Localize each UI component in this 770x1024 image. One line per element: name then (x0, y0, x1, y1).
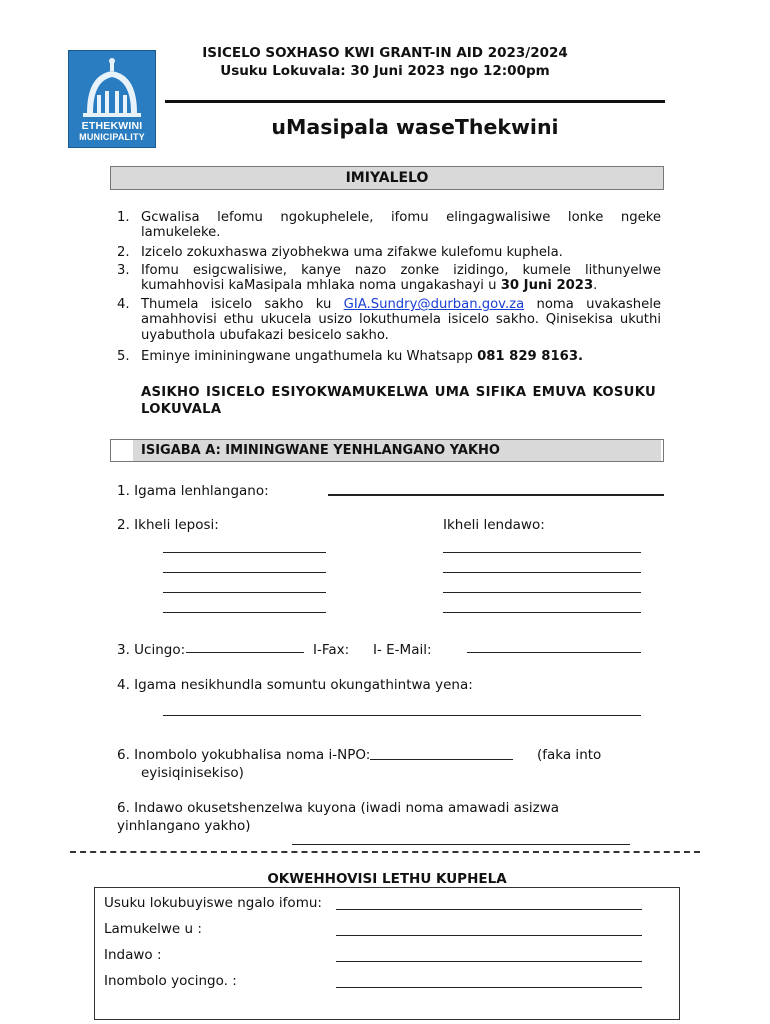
npo-number-field[interactable] (370, 759, 513, 760)
npo-note-continued: eyisiqinisekiso) (141, 765, 244, 781)
postal-address-label: 2. Ikheli leposi: (117, 517, 219, 533)
instruction-text: Ifomu esigcwalisiwe, kanye nazo zonke izidingo, kumele lithunyelwe kumahhovisi kaMasipala mhlaka noma ungakashayi u 30 Juni 2023. (141, 263, 661, 294)
ethekwini-logo (68, 50, 156, 148)
contact-person-field[interactable] (163, 715, 641, 716)
section-a-heading-box (110, 439, 664, 462)
header-rule (165, 100, 665, 103)
section-a-heading: ISIGABA A: IMININGWANE YENHLANGANO YAKHO (133, 440, 661, 461)
whatsapp-number: 081 829 8163. (477, 349, 584, 364)
instructions-heading: IMIYALELO (110, 166, 664, 190)
fax-label: I-Fax: (313, 642, 350, 658)
postal-address-line-1[interactable] (163, 552, 326, 553)
late-submission-warning: ASIKHO ISICELO ESIYOKWAMUKELWA UMA SIFIKA EMUVA KOSUKU LOKUVALA (141, 385, 656, 417)
physical-address-line-3[interactable] (443, 592, 641, 593)
place-label: Indawo : (104, 947, 162, 963)
deadline-date: 30 Juni 2023 (500, 278, 594, 294)
physical-address-line-4[interactable] (443, 612, 641, 613)
instruction-item-3 (117, 263, 662, 295)
phone-field[interactable] (186, 652, 304, 653)
contact-person-label: 4. Igama nesikhundla somuntu okungathintwa yena: (117, 677, 473, 693)
physical-address-line-1[interactable] (443, 552, 641, 553)
form-header-line2: Usuku Lokuvala: 30 Juni 2023 ngo 12:00pm (220, 63, 550, 79)
office-use-title: OKWEHHOVISI LETHU KUPHELA (267, 871, 507, 887)
received-by-field[interactable] (336, 935, 642, 936)
postal-address-line-4[interactable] (163, 612, 326, 613)
org-name-label: 1. Igama lenhlangano: (117, 483, 269, 499)
npo-note: (faka into (537, 747, 602, 763)
org-name-field[interactable] (328, 494, 664, 496)
logo-text-line2: MUNICIPALITY (79, 132, 145, 142)
return-date-field[interactable] (336, 909, 642, 910)
instruction-item-4 (117, 297, 662, 345)
office-phone-field[interactable] (336, 987, 642, 988)
email-link[interactable]: GIA.Sundry@durban.gov.za (343, 297, 525, 312)
office-phone-label: Inombolo yocingo. : (104, 973, 237, 989)
email-field[interactable] (467, 652, 641, 653)
logo-text-line1: ETHEKWINI (81, 120, 143, 132)
instruction-text: Eminye imininingwane ungathumela ku Whatsapp 081 829 8163. (141, 349, 584, 364)
ward-label: 6. Indawo okusetshenzelwa kuyona (iwadi noma amawadi asizwa (117, 800, 560, 816)
physical-address-line-2[interactable] (443, 572, 641, 573)
instruction-text: Izicelo zokuxhaswa ziyobhekwa uma zifakwe kulefomu kuphela. (141, 245, 563, 260)
page-title: uMasipala waseThekwini (271, 115, 559, 139)
postal-address-line-2[interactable] (163, 572, 326, 573)
list-number: 1. (117, 210, 130, 225)
physical-address-label: Ikheli lendawo: (443, 517, 545, 533)
list-number: 5. (117, 349, 130, 364)
postal-address-line-3[interactable] (163, 592, 326, 593)
email-label: I- E-Mail: (373, 642, 432, 658)
ward-field[interactable] (292, 844, 630, 845)
instruction-text: Gcwalisa lefomu ngokuphelele, ifomu elingagwalisiwe lonke ngeke lamukeleke. (141, 210, 661, 241)
instruction-item-2 (117, 245, 662, 261)
list-number: 4. (117, 297, 130, 312)
instruction-item-1 (117, 210, 662, 242)
instruction-text: Thumela isicelo sakho ku GIA.Sundry@durban.gov.za noma uvakashele amahhovisi ethu ukucela usizo lokuthumela isicelo sakho. Qinisekisa ukuthi uyabuthola ubufakazi besicelo sakho. (141, 297, 661, 343)
list-number: 2. (117, 245, 130, 260)
cut-line-divider (70, 851, 700, 853)
form-header-line1: ISICELO SOXHASO KWI GRANT-IN AID 2023/2024 (202, 45, 568, 61)
instruction-item-5 (117, 349, 662, 365)
npo-number-label: 6. Inombolo yokubhalisa noma i-NPO: (117, 747, 371, 763)
ward-label-continued: yinhlangano yakho) (117, 818, 251, 834)
received-by-label: Lamukelwe u : (104, 921, 202, 937)
list-number: 3. (117, 263, 130, 278)
phone-label: 3. Ucingo: (117, 642, 186, 658)
return-date-label: Usuku lokubuyiswe ngalo ifomu: (104, 895, 322, 911)
place-field[interactable] (336, 961, 642, 962)
